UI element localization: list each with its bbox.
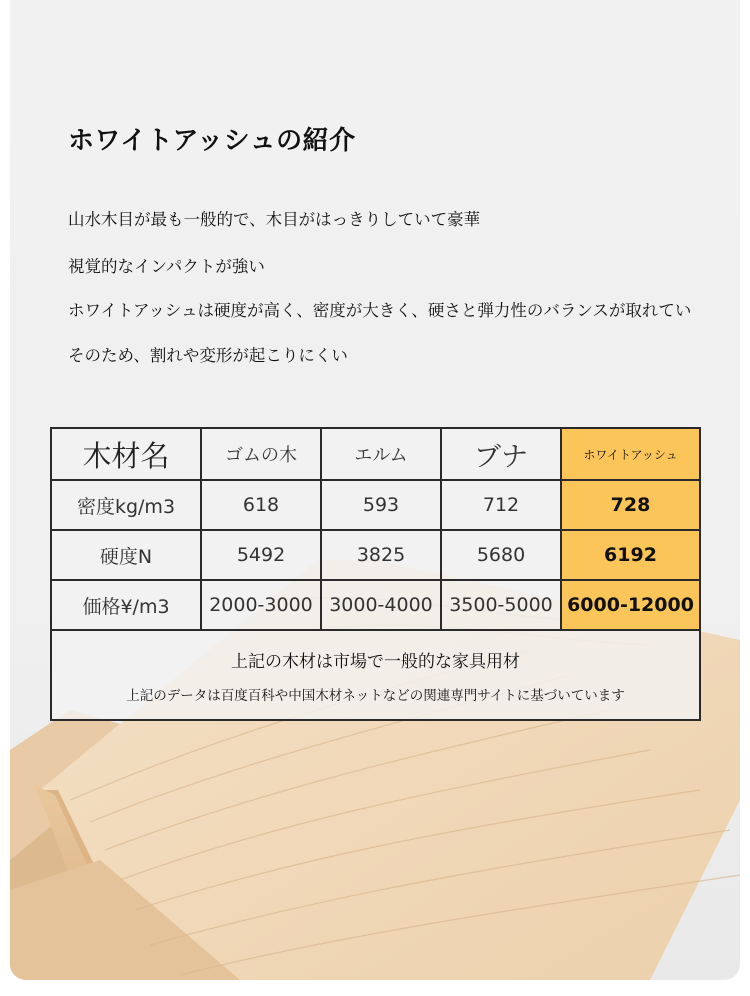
row-label-density: 密度kg/m3 [51,480,201,530]
highlight-cell: 6000-12000 [561,580,700,630]
table-cell: 618 [201,480,321,530]
header-beech: ブナ [441,428,561,480]
header-white-ash: ホワイトアッシュ [561,428,700,480]
table-cell: 3500-5000 [441,580,561,630]
table-cell: 712 [441,480,561,530]
note-main: 上記の木材は市場で一般的な家具用材 [231,651,520,672]
header-elm: エルム [321,428,441,480]
table-cell: 593 [321,480,441,530]
table-cell: 2000-3000 [201,580,321,630]
note-source: 上記のデータは百度百科や中国木材ネットなどの関連専門サイトに基づいています [126,687,625,704]
header-wood-name: 木材名 [51,428,201,480]
header-rubberwood: ゴムの木 [201,428,321,480]
table-cell: 3825 [321,530,441,580]
page-title: ホワイトアッシュの紹介 [68,126,356,156]
row-label-price: 価格¥/m3 [51,580,201,630]
row-label-hardness: 硬度N [51,530,201,580]
table-note [51,630,700,720]
table-row [51,530,700,580]
wood-comparison-table [50,427,701,721]
highlight-cell: 6192 [561,530,700,580]
table-cell: 5680 [441,530,561,580]
description-line-3: ホワイトアッシュは硬度が高く、密度が大きく、硬さと弾力性のバランスが取れてい [68,301,692,320]
table-cell: 3000-4000 [321,580,441,630]
table-note-row [51,630,700,720]
table-row [51,580,700,630]
table-row [51,480,700,530]
product-card [10,0,740,980]
table-cell: 5492 [201,530,321,580]
table-header-row [51,428,700,480]
description-line-2: 視覚的なインパクトが強い [68,257,265,276]
description-line-1: 山水木目が最も一般的で、木目がはっきりしていて豪華 [68,210,481,229]
description-line-4: そのため、割れや変形が起こりにくい [68,346,348,365]
highlight-cell: 728 [561,480,700,530]
